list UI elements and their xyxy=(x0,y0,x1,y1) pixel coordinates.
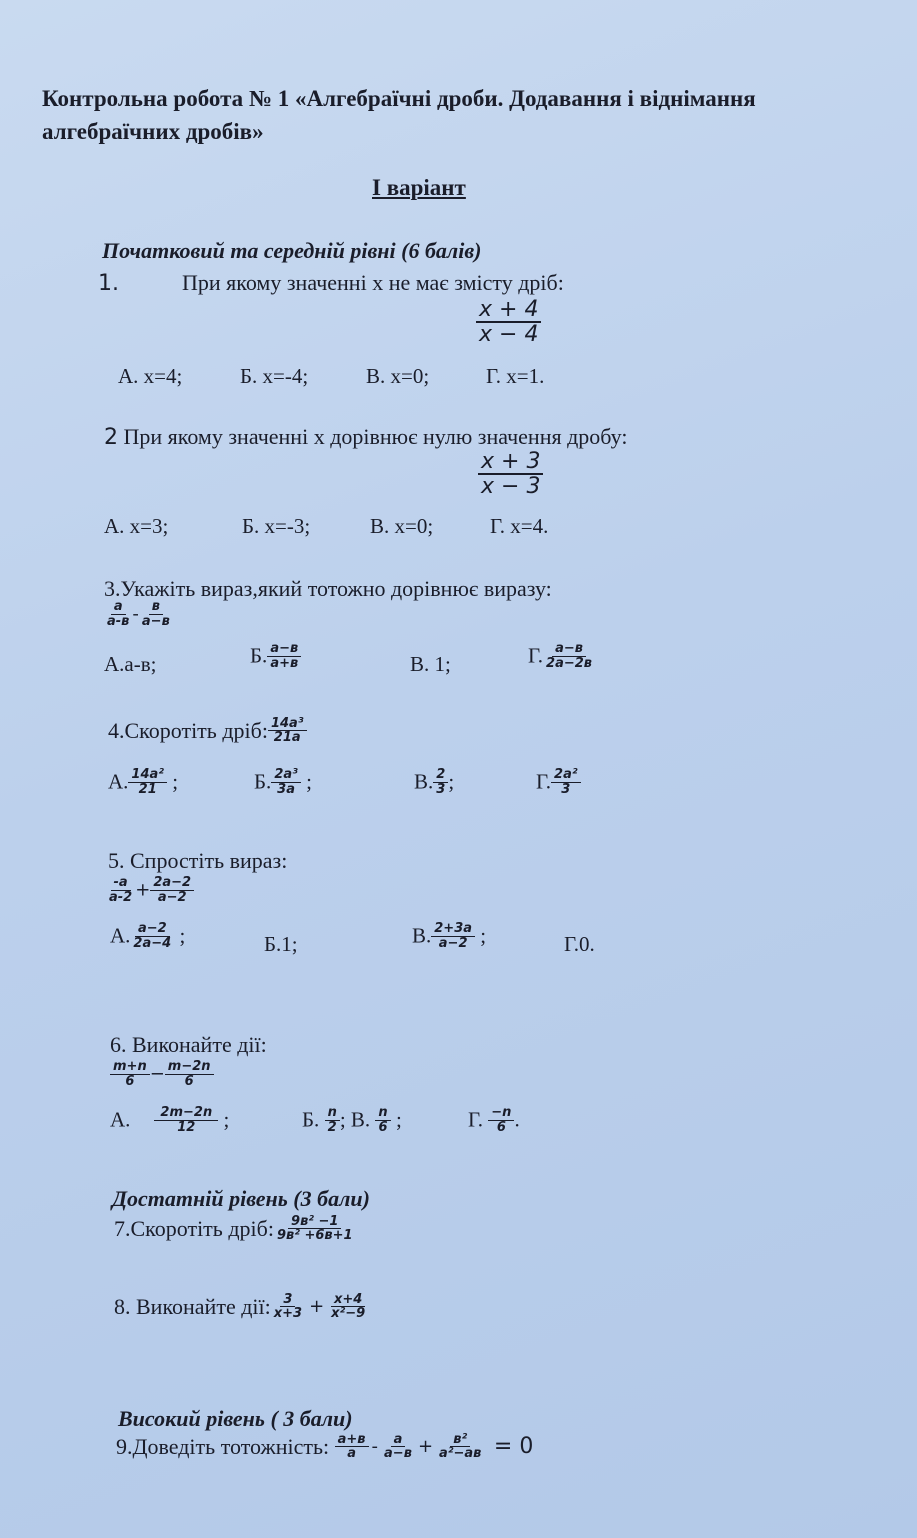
question-1-answer-a: А. х=4; xyxy=(118,364,183,388)
fraction-denominator: x − 4 xyxy=(479,322,539,348)
question-6-expression: $\frac{m+n}{6}$ − $\frac{m-2n}{6}$ xyxy=(110,1060,214,1088)
section-high-heading: Високий рівень ( 3 бали) xyxy=(118,1406,353,1431)
question-5-answer-b: Б.1; xyxy=(264,932,298,956)
fraction-denominator: x − 3 xyxy=(481,474,541,500)
question-3-expression: $\frac{a}{a-в}$ - $\frac{в}{a-в}$ xyxy=(107,599,170,629)
question-4-answer-b: Б. $\frac{\text{2a³}}{3a}$ ; xyxy=(254,767,312,797)
title-line-2: алгебраїчних дробів» xyxy=(42,119,264,144)
question-4-answer-c: В. $\frac{2}{3}$ ; xyxy=(414,767,455,797)
question-3-answer-d: Г. $\frac{a-в}{2a-2в}$ xyxy=(528,641,593,671)
question-3-answer-c: В. 1; xyxy=(410,652,451,676)
question-2 xyxy=(104,424,627,450)
question-5-expression: $\frac{-a}{a-2}$ + $\frac{2a-2}{a-2}$ xyxy=(106,876,194,904)
question-9-text: 9.Доведіть тотожність: xyxy=(116,1433,330,1459)
question-3-answer-a: А.а-в; xyxy=(104,652,157,676)
question-3-answer-b: Б. $\frac{a-в}{a+в}$ xyxy=(250,642,301,670)
question-8: 8. Виконайте дії: $\frac{3}{x+3}$ + $\frac{x+4}{\text{x²−9}}$ xyxy=(114,1291,366,1322)
question-4-text: 4.Скоротіть дріб: xyxy=(108,717,268,743)
question-5-text: 5. Спростіть вираз: xyxy=(108,848,288,873)
title-line-1: Контрольна робота № 1 «Алгебраїчні дроби. Додавання і віднімання xyxy=(42,86,756,111)
question-3-text: 3.Укажіть вираз,який тотожно дорівнює виразу: xyxy=(104,576,552,601)
question-4-fraction: $\frac{\text{14a³}}{21a}$ xyxy=(268,717,307,745)
question-1-answer-c: В. х=0; xyxy=(366,364,430,388)
question-4-answer-a: А. $\frac{\text{14a²}}{21}$ ; xyxy=(108,767,179,797)
question-7-fraction: $\frac{\text{9в² −1}}{\text{9в² +6в+1}}$ xyxy=(276,1213,353,1244)
variant-heading: І варіант xyxy=(372,175,466,200)
question-6-answer-a: А. $\frac{2m-2n}{12}$ ; xyxy=(110,1105,230,1135)
question-2-text: При якому значенні х дорівнює нулю значення дробу: xyxy=(123,424,628,449)
question-4-answer-d: Г. $\frac{\text{2a²}}{3}$ xyxy=(536,768,581,796)
question-2-answer-d: Г. х=4. xyxy=(490,514,549,538)
question-8-text: 8. Виконайте дії: xyxy=(114,1293,271,1319)
question-6-answer-d: Г. $\frac{-n}{6}$ . xyxy=(468,1105,520,1135)
fraction-numerator: x + 3 xyxy=(478,450,543,475)
fraction-numerator: x + 4 xyxy=(476,298,541,323)
question-1-answer-b: Б. х=-4; xyxy=(240,364,309,388)
question-2-fraction xyxy=(478,450,543,498)
question-5-answer-d: Г.0. xyxy=(564,932,595,956)
question-1-fraction xyxy=(476,298,541,346)
question-1-text: При якому значенні х не має змісту дріб: xyxy=(182,270,564,295)
question-6-text: 6. Виконайте дії: xyxy=(110,1032,267,1057)
question-7 xyxy=(114,1214,356,1243)
question-1-answer-d: Г. х=1. xyxy=(486,364,545,388)
section-basic-heading: Початковий та середній рівні (6 балів) xyxy=(102,238,482,263)
question-2-answer-c: В. х=0; xyxy=(370,514,434,538)
question-5-answer-a: А. $\frac{a-2}{2a-4}$ ; xyxy=(110,921,186,951)
question-6-answer-b-c: Б. $\frac{n}{2}$ ; В. $\frac{n}{6}$ ; xyxy=(302,1105,402,1135)
question-5-answer-c: В. $\frac{2+3a}{a-2}$ ; xyxy=(412,921,487,951)
question-2-answer-b: Б. х=-3; xyxy=(242,514,311,538)
question-2-number: 2 xyxy=(104,425,118,450)
section-sufficient-heading: Достатній рівень (3 бали) xyxy=(112,1186,370,1211)
question-2-answer-a: А. х=3; xyxy=(104,514,169,538)
question-7-text: 7.Скоротіть дріб: xyxy=(114,1215,274,1241)
question-9: 9.Доведіть тотожність: $\frac{a+в}{a}$ - $\frac{a}{a-в}$ + $\frac{\text{в²}}{\text{a²−aв}}$ = 0 xyxy=(116,1431,534,1462)
question-1-number: 1. xyxy=(98,271,119,296)
question-4 xyxy=(108,716,307,745)
